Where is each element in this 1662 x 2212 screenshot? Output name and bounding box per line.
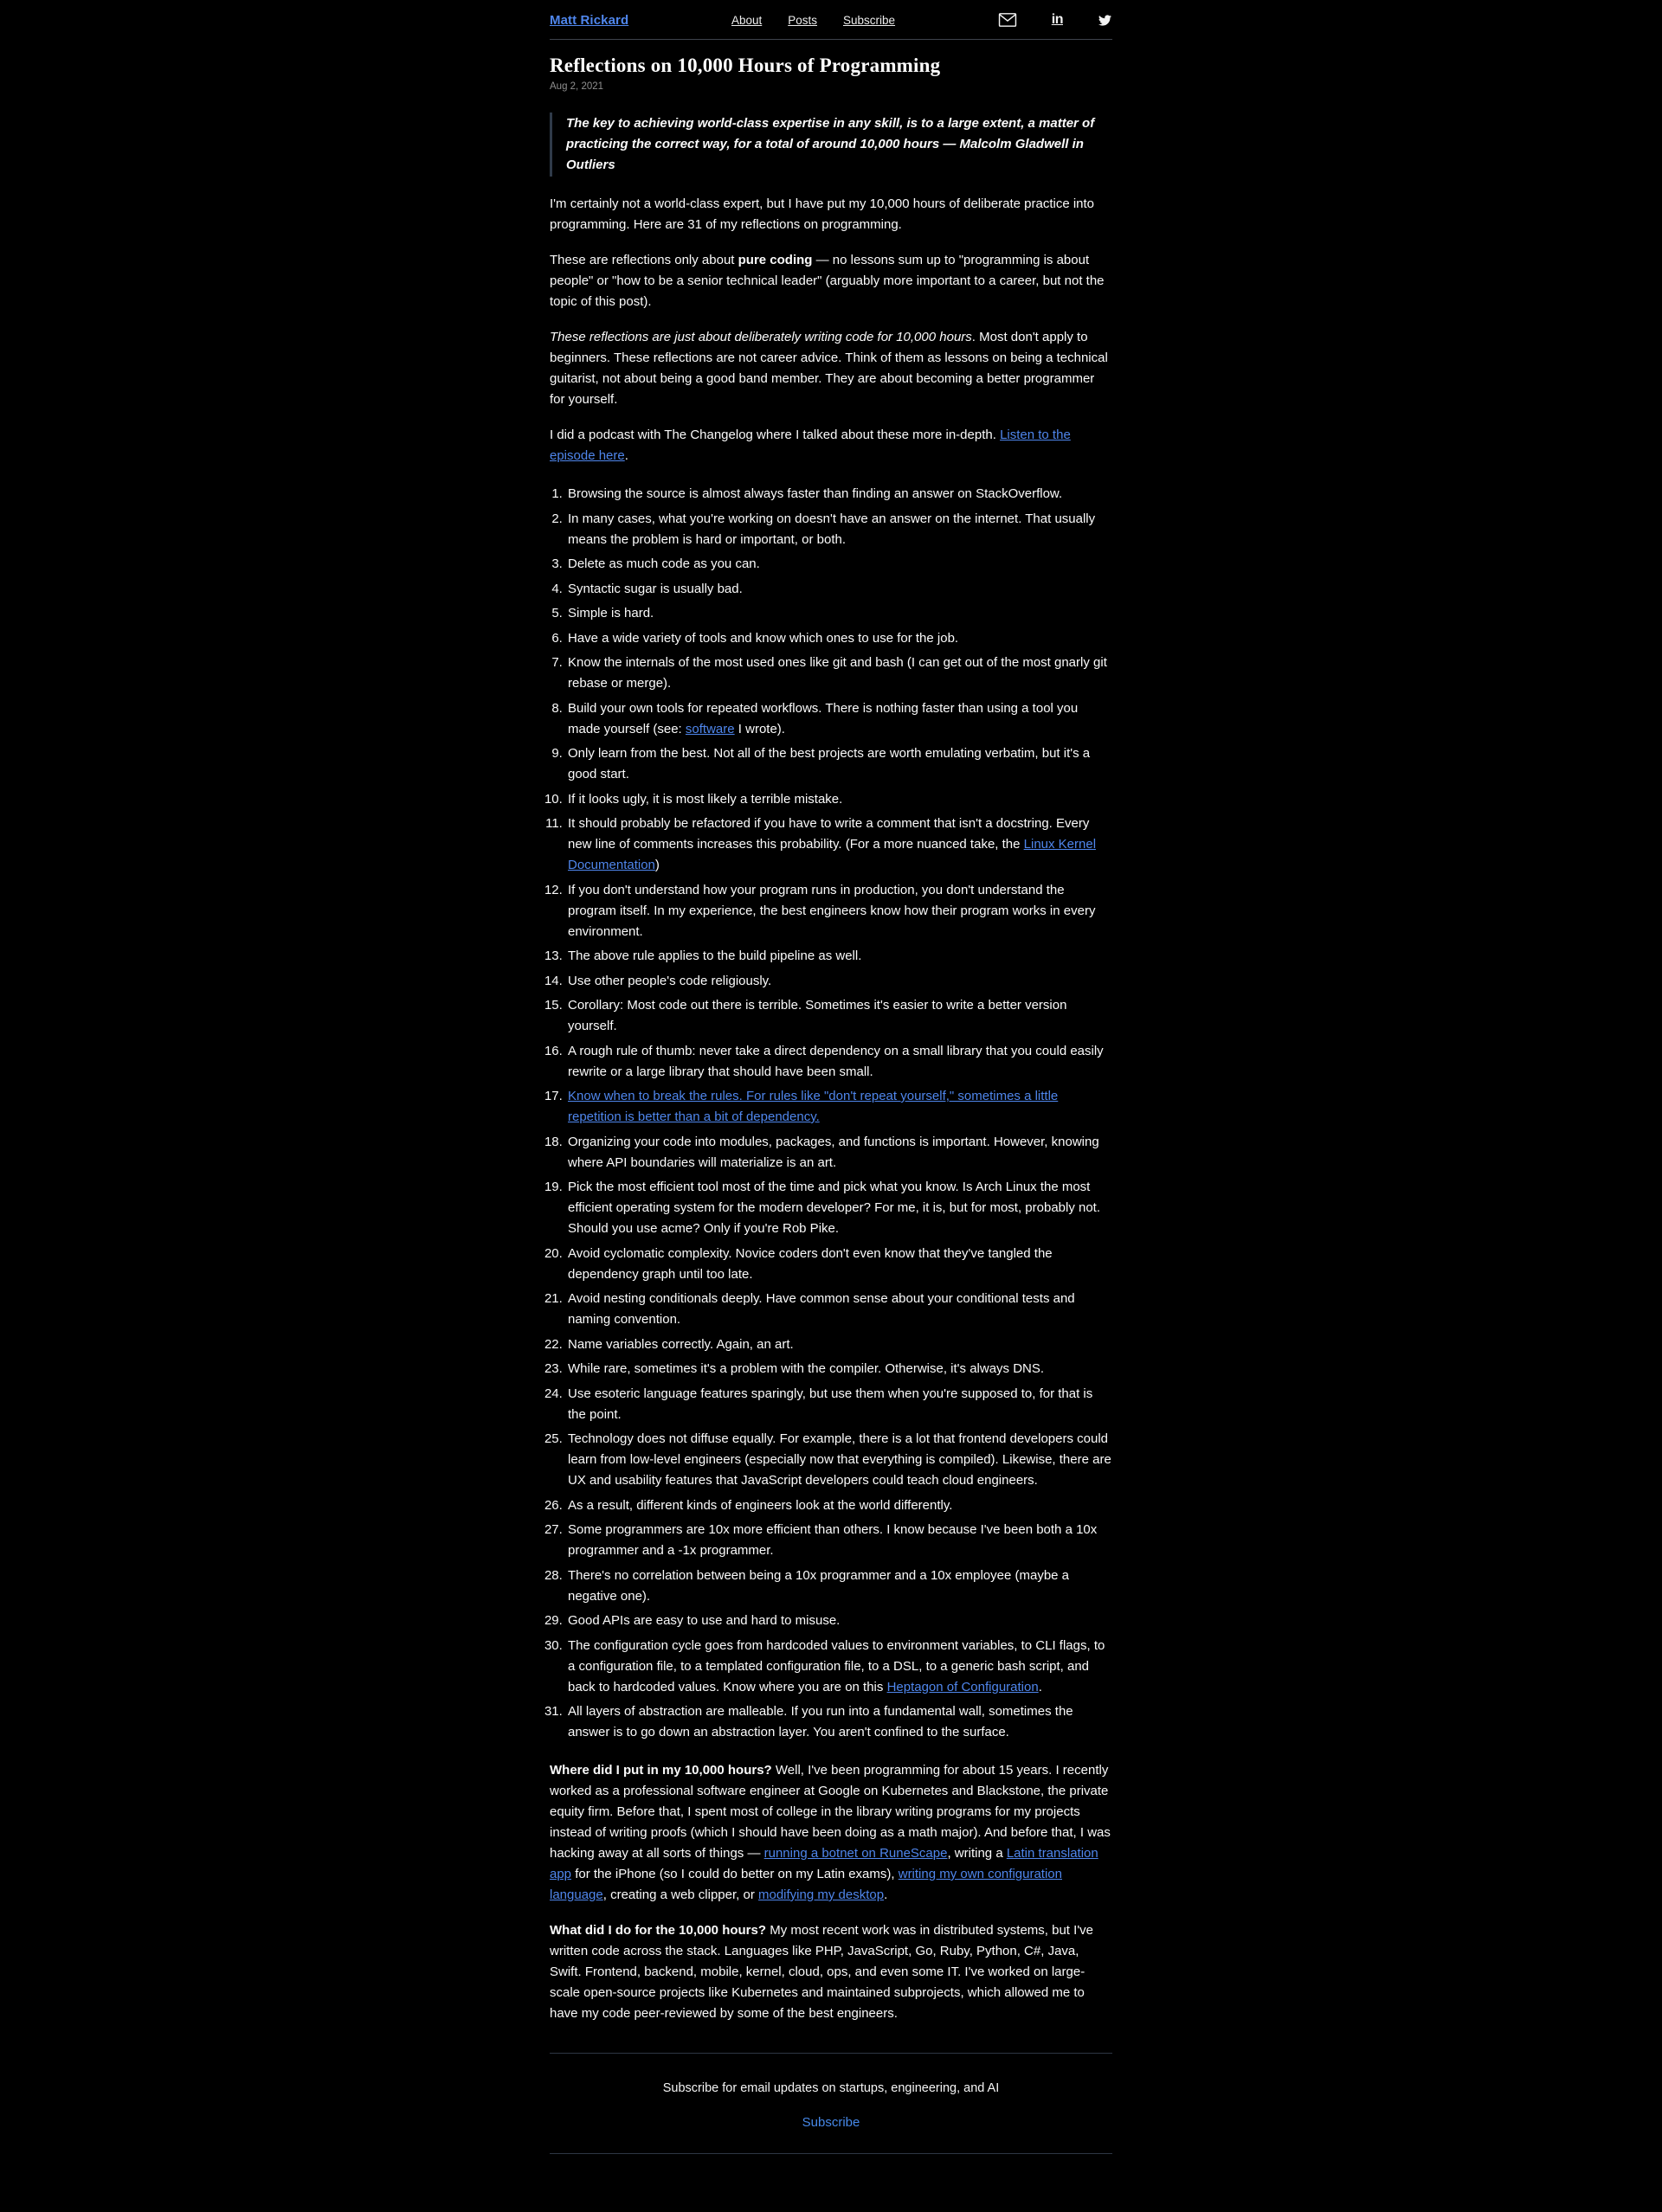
footer-divider-top <box>550 2053 1112 2054</box>
list-item <box>566 653 1112 694</box>
list-item <box>566 1041 1112 1083</box>
pull-quote: The key to achieving world-class expertise in any skill, is to a large extent, a matter of practicing the correct way, for a total of around 10,000 hours — Malcolm Gladwell in Outliers <box>550 113 1112 177</box>
text: Browsing the source is almost always faster than finding an answer on StackOverflow. <box>568 486 1063 501</box>
text: for the iPhone (so I could do better on my Latin exams), <box>571 1867 899 1881</box>
text: Name variables correctly. Again, an art. <box>568 1336 794 1352</box>
text: Use esoteric language features sparingly, but use them when you're supposed to, for that is the point. <box>568 1386 1093 1422</box>
text: Know the internals of the most used ones like git and bash (I can get out of the most gnarly git rebase or merge). <box>568 655 1107 691</box>
list-item <box>566 880 1112 942</box>
inline-link[interactable]: writing my own configuration language <box>550 1867 1062 1902</box>
list-item <box>566 579 1112 600</box>
article-body <box>550 113 1112 2024</box>
nav-link-subscribe[interactable]: Subscribe <box>843 13 896 27</box>
text: I did a podcast with The Changelog where I talked about these more in-depth. <box>550 428 1001 442</box>
inline-link[interactable]: Linux Kernel Documentation <box>568 837 1097 872</box>
list-item <box>566 554 1112 575</box>
text: Only learn from the best. Not all of the best projects are worth emulating verbatim, but it's a good start. <box>568 746 1091 781</box>
text: Organizing your code into modules, packages, and functions is important. However, knowing where API boundaries will materialize is an art. <box>568 1134 1099 1170</box>
text: It should probably be refactored if you have to write a comment that isn't a docstring. Every new line of comments increases this probability. (For a more nuanced take, the <box>568 816 1090 852</box>
list-item <box>566 1611 1112 1631</box>
list-item <box>566 603 1112 624</box>
list-item <box>566 1289 1112 1330</box>
text: There's no correlation between being a 10x programmer and a 10x employee (maybe a negative one). <box>568 1567 1070 1604</box>
bold-text: Where did I put in my 10,000 hours? <box>550 1763 772 1778</box>
text: The configuration cycle goes from hardcoded values to environment variables, to CLI flags, to a configuration file, to a templated configuration file, to a DSL, to a generic bash script, and back to hardcoded values. Know where you are on this <box>568 1637 1105 1694</box>
inline-link[interactable]: modifying my desktop <box>758 1887 885 1902</box>
text: ) <box>654 858 660 872</box>
text: I'm certainly not a world-class expert, but I have put my 10,000 hours of deliberate practice into programming. Here are 31 of my reflections on programming. <box>550 196 1095 232</box>
text: Well, I've been programming for about 15 years. I recently worked as a professional software engineer at Google on Kubernetes and Blackstone, the private equity firm. Before that, I spent most of college in the library writing programs for my projects instead of writing proofs (which I should have been doing as a math major). And before that, I was hacking away at all sorts of things — <box>550 1763 1111 1861</box>
list-item <box>566 1086 1112 1128</box>
page-container <box>550 0 1112 2166</box>
twitter-icon[interactable] <box>1098 14 1112 27</box>
text: Good APIs are easy to use and hard to misuse. <box>568 1613 841 1628</box>
text: If it looks ugly, it is most likely a terrible mistake. <box>568 791 843 807</box>
list-item <box>566 995 1112 1037</box>
list-item <box>566 1701 1112 1743</box>
text: A rough rule of thumb: never take a direct dependency on a small library that you could easily rewrite or a large library that should have been small. <box>568 1043 1104 1079</box>
list-item <box>566 1429 1112 1491</box>
text: , writing a <box>947 1846 1007 1861</box>
italic-text: These reflections are just about deliberately writing code for 10,000 hours <box>550 330 972 344</box>
list-item <box>566 1132 1112 1174</box>
nav-link-posts[interactable]: Posts <box>788 13 817 27</box>
text: My most recent work was in distributed systems, but I've written code across the stack. Languages like PHP, JavaScript, Go, Ruby, Python, C#, Java, Swift. Frontend, backend, mobile, kernel, cloud, ops, and even some IT. I've worked on large-scale open-source projects like Kubernetes and maintained subprojects, which allowed me to have my code peer-reviewed by some of the best engineers. <box>550 1923 1094 2021</box>
site-header <box>550 0 1112 39</box>
paragraph <box>550 1760 1112 1906</box>
text: I wrote). <box>734 721 785 736</box>
text: — no lessons sum up to "programming is about people" or "how to be a senior technical leader" (arguably more important to a career, but not the topic of this post). <box>550 253 1105 309</box>
text: Avoid nesting conditionals deeply. Have common sense about your conditional tests and naming convention. <box>568 1291 1075 1327</box>
text: Corollary: Most code out there is terrible. Sometimes it's easier to write a better version yourself. <box>568 998 1067 1033</box>
social-icons <box>998 12 1112 28</box>
text: If you don't understand how your program runs in production, you don't understand the program itself. In my experience, the best engineers know how their program works in every environment. <box>568 882 1096 939</box>
linkedin-icon[interactable]: in <box>1051 12 1063 27</box>
text: . Most don't apply to beginners. These reflections are not career advice. Think of them as lessons on being a technical guitarist, not about being a good band member. They are about becoming a better programmer for yourself. <box>550 330 1108 407</box>
text: The above rule applies to the build pipeline as well. <box>568 948 862 963</box>
text: Syntactic sugar is usually bad. <box>568 581 743 596</box>
paragraph <box>550 1920 1112 2024</box>
list-item <box>566 971 1112 992</box>
closing-paragraphs <box>550 1760 1112 2024</box>
list-item <box>566 509 1112 550</box>
list-item <box>566 1495 1112 1516</box>
mail-icon[interactable] <box>998 12 1017 28</box>
text: . <box>624 448 628 463</box>
bold-text: What did I do for the 10,000 hours? <box>550 1923 767 1938</box>
text: In many cases, what you're working on doesn't have an answer on the internet. That usually means the problem is hard or important, or both. <box>568 511 1096 547</box>
footer-divider-bottom <box>550 2153 1112 2154</box>
list-item <box>566 789 1112 810</box>
paragraph <box>550 327 1112 410</box>
text: Technology does not diffuse equally. For example, there is a lot that frontend developers could learn from low-level engineers (especially now that everything is compiled). Likewise, there are UX and usability features that JavaScript developers could teach cloud engineers. <box>568 1431 1111 1488</box>
inline-link[interactable]: Know when to break the rules. For rules like "don't repeat yourself," sometimes a little repetition is better than a bit of dependency. <box>568 1089 1059 1124</box>
list-item <box>566 1244 1112 1285</box>
paragraph <box>550 250 1112 312</box>
list-item <box>566 813 1112 876</box>
list-item <box>566 1334 1112 1355</box>
text: . <box>1038 1679 1042 1694</box>
text: Some programmers are 10x more efficient than others. I know because I've been both a 10x programmer and a -1x programmer. <box>568 1522 1098 1558</box>
text: Avoid cyclomatic complexity. Novice coders don't even know that they've tangled the dependency graph until too late. <box>568 1245 1053 1282</box>
list-item <box>566 946 1112 967</box>
text: Delete as much code as you can. <box>568 556 760 571</box>
list-item <box>566 1636 1112 1698</box>
text: As a result, different kinds of engineers look at the world differently. <box>568 1497 953 1513</box>
brand-link[interactable]: Matt Rickard <box>550 12 629 28</box>
text: Simple is hard. <box>568 606 654 621</box>
list-item <box>566 1359 1112 1379</box>
list-item <box>566 1566 1112 1607</box>
inline-link[interactable]: Latin translation app <box>550 1846 1098 1881</box>
header-divider <box>550 39 1112 40</box>
inline-link[interactable]: Heptagon of Configuration <box>886 1679 1039 1694</box>
inline-link[interactable]: Listen to the episode here <box>550 428 1071 463</box>
reflections-list <box>550 484 1112 1743</box>
text: These are reflections only about <box>550 253 738 267</box>
site-footer <box>550 2081 1112 2131</box>
inline-link[interactable]: running a botnet on RuneScape <box>763 1846 948 1861</box>
list-item <box>566 1520 1112 1561</box>
footer-text: Subscribe for email updates on startups, engineering, and AI <box>662 2081 1000 2095</box>
text: , creating a web clipper, or <box>602 1887 758 1902</box>
text: While rare, sometimes it's a problem with the compiler. Otherwise, it's always DNS. <box>568 1361 1045 1376</box>
inline-link[interactable]: software <box>685 721 735 736</box>
text: All layers of abstraction are malleable. If you run into a fundamental wall, sometimes the answer is to go down an abstraction layer. You aren't confined to the surface. <box>568 1704 1073 1739</box>
site-nav <box>731 14 895 27</box>
paragraph <box>550 194 1112 235</box>
text: . <box>884 1887 888 1902</box>
intro-paragraphs <box>550 194 1112 466</box>
paragraph <box>550 425 1112 466</box>
page-title: Reflections on 10,000 Hours of Programming <box>550 55 941 76</box>
text: Use other people's code religiously. <box>568 973 772 988</box>
list-item <box>566 1177 1112 1239</box>
text: Build your own tools for repeated workflows. There is nothing faster than using a tool you made yourself (see: <box>568 700 1079 736</box>
footer-subscribe-link[interactable]: Subscribe <box>802 2115 860 2130</box>
nav-link-about[interactable]: About <box>731 13 763 27</box>
list-item <box>566 1384 1112 1425</box>
article-date: Aug 2, 2021 <box>550 81 604 92</box>
text: Have a wide variety of tools and know which ones to use for the job. <box>568 630 959 646</box>
bold-text: pure coding <box>738 253 813 267</box>
list-item <box>566 484 1112 505</box>
list-item <box>566 743 1112 785</box>
text: Pick the most efficient tool most of the time and pick what you know. Is Arch Linux the most efficient operating system for the modern developer? For me, it is, but for most, probably not. Should you use acme? Only if you're Rob Pike. <box>568 1180 1101 1236</box>
list-item <box>566 698 1112 740</box>
list-item <box>566 628 1112 649</box>
